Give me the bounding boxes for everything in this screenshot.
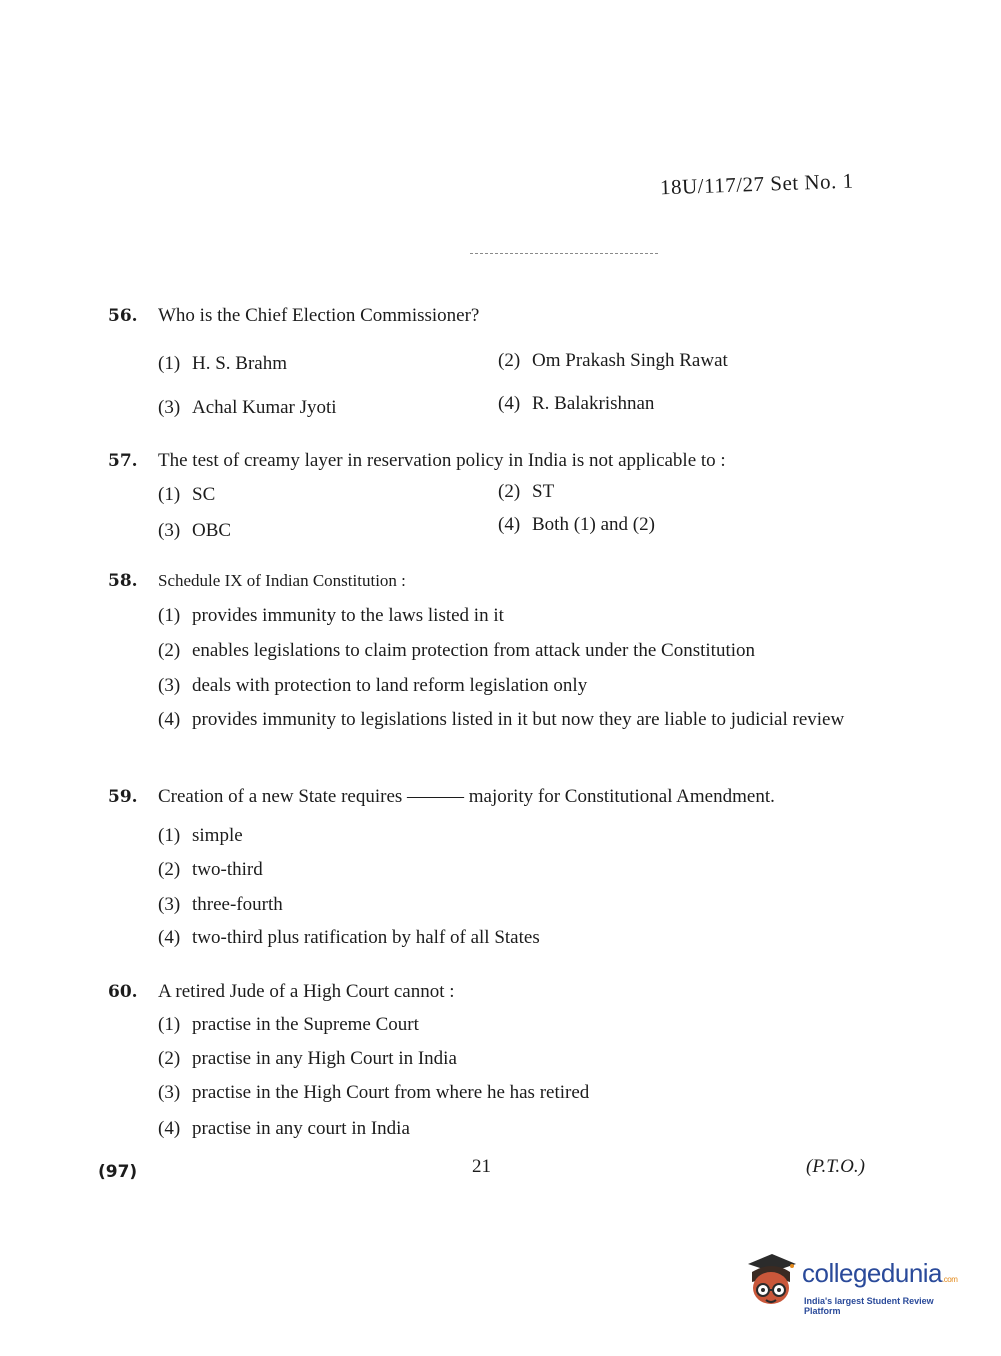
page-number: 21 — [472, 1156, 491, 1177]
question-number: 59. — [108, 787, 138, 807]
option-text: ST — [532, 481, 555, 502]
option-number: (3) — [158, 520, 181, 541]
option-number: (3) — [158, 1082, 181, 1103]
option-text: two-third plus ratification by half of all States — [192, 927, 540, 948]
option-number: (4) — [498, 514, 521, 535]
option — [158, 519, 231, 543]
option — [158, 1047, 457, 1071]
option-text: OBC — [192, 520, 232, 541]
option-number: (1) — [158, 825, 181, 846]
question-number: 56. — [108, 306, 138, 326]
collegedunia-watermark — [742, 1250, 972, 1314]
option-number: (3) — [158, 397, 181, 418]
option — [158, 674, 587, 698]
question-57 — [108, 449, 726, 473]
option-text: practise in any court in India — [192, 1118, 410, 1139]
option — [498, 513, 655, 537]
option-number: (2) — [498, 350, 521, 371]
option-number: (3) — [158, 894, 181, 915]
option-number: (1) — [158, 605, 181, 626]
option-text: R. Balakrishnan — [532, 393, 655, 414]
option-text: H. S. Brahm — [192, 353, 287, 374]
brand-tagline: India's largest Student Review Platform — [804, 1296, 934, 1316]
option-text: two-third — [192, 859, 263, 880]
option-text: Achal Kumar Jyoti — [192, 397, 337, 418]
question-number: 60. — [108, 982, 138, 1002]
option — [158, 1081, 589, 1105]
option-text: SC — [192, 484, 216, 505]
option — [158, 1013, 419, 1037]
option-number: (1) — [158, 353, 181, 374]
option-number: (2) — [158, 859, 181, 880]
option-number: (2) — [158, 1048, 181, 1069]
brand-name — [802, 1258, 957, 1289]
option-text: provides immunity to the laws listed in it — [192, 605, 504, 626]
question-58 — [108, 569, 406, 593]
paper-code: (97) — [98, 1162, 138, 1182]
option-text: practise in the High Court from where he has retired — [192, 1082, 590, 1103]
brand-suffix: .com — [942, 1275, 958, 1284]
option — [498, 480, 554, 504]
option-text: deals with protection to land reform legislation only — [192, 675, 588, 696]
option — [158, 1117, 410, 1141]
option-text: simple — [192, 825, 243, 846]
student-mascot-icon — [742, 1250, 800, 1310]
option-text: practise in any High Court in India — [192, 1048, 457, 1069]
option-number: (3) — [158, 675, 181, 696]
option-number: (4) — [158, 927, 181, 948]
option — [158, 396, 337, 420]
header-divider — [470, 253, 658, 254]
option — [498, 349, 728, 373]
option-text: Both (1) and (2) — [532, 514, 655, 535]
option-number: (4) — [158, 1118, 181, 1139]
option-number: (1) — [158, 484, 181, 505]
option — [498, 392, 654, 416]
option-text: enables legislations to claim protection from attack under the Constitution — [192, 640, 756, 661]
set-number: 18U/117/27 Set No. 1 — [659, 168, 854, 200]
option — [158, 604, 504, 628]
question-number: 57. — [108, 451, 138, 471]
option-number: (2) — [158, 640, 181, 661]
question-60 — [108, 980, 455, 1004]
option — [158, 824, 243, 848]
question-text: Who is the Chief Election Commissioner? — [158, 305, 480, 326]
option-number: (2) — [498, 481, 521, 502]
question-text: The test of creamy layer in reservation policy in India is not applicable to : — [158, 450, 726, 471]
question-text: Schedule IX of Indian Constitution : — [158, 571, 406, 590]
question-number: 58. — [108, 571, 138, 591]
option-text: three-fourth — [192, 894, 283, 915]
brand-text: collegedunia — [802, 1258, 943, 1288]
option — [158, 893, 283, 917]
option-text: provides immunity to legislations listed in it but now they are liable to judicial review — [192, 709, 845, 730]
option — [158, 352, 287, 376]
option-number: (1) — [158, 1014, 181, 1035]
question-59 — [108, 785, 775, 809]
question-text: Creation of a new State requires ——— majority for Constitutional Amendment. — [158, 786, 775, 807]
pto-label: (P.T.O.) — [806, 1156, 865, 1177]
option-text: Om Prakash Singh Rawat — [532, 350, 728, 371]
option — [158, 639, 755, 663]
question-56 — [108, 304, 479, 328]
option — [158, 926, 540, 950]
option-number: (4) — [158, 709, 181, 730]
option-number: (4) — [498, 393, 521, 414]
question-text: A retired Jude of a High Court cannot : — [158, 981, 455, 1002]
option — [158, 708, 863, 732]
option — [158, 483, 215, 507]
option — [158, 858, 263, 882]
option-text: practise in the Supreme Court — [192, 1014, 419, 1035]
